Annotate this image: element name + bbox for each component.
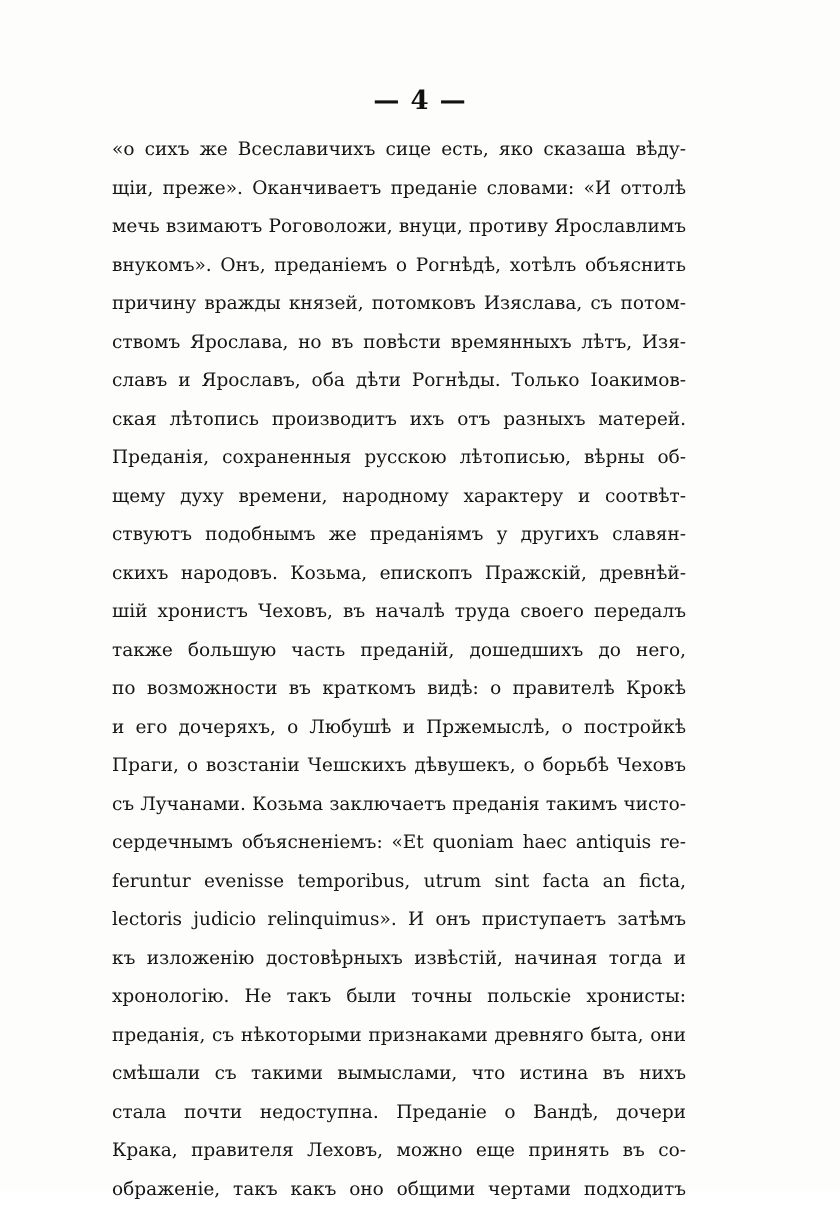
text-line: съ Лучанами. Козьма заключаетъ преданія такимъ чисто- — [112, 786, 686, 825]
text-line: feruntur evenisse temporibus, utrum sint facta an ficta, — [112, 863, 686, 902]
text-line: и его дочеряхъ, о Любушѣ и Пржемыслѣ, о постройкѣ — [112, 709, 686, 748]
page-number: — 4 — — [0, 86, 840, 116]
text-line: сердечнымъ объясненіемъ: «Et quoniam haec antiquis re- — [112, 824, 686, 863]
text-line: Преданія, сохраненныя русскою лѣтописью, вѣрны об- — [112, 439, 686, 478]
text-line: «о сихъ же Всеславичихъ сице есть, яко сказаша вѣду- — [112, 131, 686, 170]
text-line: мечь взимаютъ Роговоложи, внуци, противу Ярославлимъ — [112, 208, 686, 247]
body-text — [112, 131, 686, 1209]
text-line: славъ и Ярославъ, оба дѣти Рогнѣды. Только Іоакимов- — [112, 362, 686, 401]
text-line: скихъ народовъ. Козьма, епископъ Пражскій, древнѣй- — [112, 555, 686, 594]
text-line: ствуютъ подобнымъ же преданіямъ у другихъ славян- — [112, 516, 686, 555]
text-line: Праги, о возстаніи Чешскихъ дѣвушекъ, о борьбѣ Чеховъ — [112, 747, 686, 786]
text-line: причину вражды князей, потомковъ Изяслава, съ потом- — [112, 285, 686, 324]
text-line: смѣшали съ такими вымыслами, что истина въ нихъ — [112, 1055, 686, 1094]
text-line: къ изложенію достовѣрныхъ извѣстій, начиная тогда и — [112, 940, 686, 979]
text-line: щему духу времени, народному характеру и соотвѣт- — [112, 478, 686, 517]
text-line: ображеніе, такъ какъ оно общими чертами подходитъ — [112, 1171, 686, 1209]
text-line: lectoris judicio relinquimus». И онъ приступаетъ затѣмъ — [112, 901, 686, 940]
text-line: ская лѣтопись производитъ ихъ отъ разныхъ матерей. — [112, 401, 686, 440]
text-line: шій хронистъ Чеховъ, въ началѣ труда своего передалъ — [112, 593, 686, 632]
text-line: хронологію. Не такъ были точны польскіе хронисты: — [112, 978, 686, 1017]
text-line: щіи, преже». Оканчиваетъ преданіе словами: «И оттолѣ — [112, 170, 686, 209]
text-line: стала почти недоступна. Преданіе о Вандѣ, дочери — [112, 1094, 686, 1133]
text-line: ствомъ Ярослава, но въ повѣсти времянныхъ лѣтъ, Изя- — [112, 324, 686, 363]
text-line: Крака, правителя Леховъ, можно еще принять въ со- — [112, 1132, 686, 1171]
text-line: внукомъ». Онъ, преданіемъ о Рогнѣдѣ, хотѣлъ объяснить — [112, 247, 686, 286]
text-line: преданія, съ нѣкоторыми признаками древняго быта, они — [112, 1017, 686, 1056]
text-line: также большую часть преданій, дошедшихъ до него, — [112, 632, 686, 671]
text-line: по возможности въ краткомъ видѣ: о правителѣ Крокѣ — [112, 670, 686, 709]
